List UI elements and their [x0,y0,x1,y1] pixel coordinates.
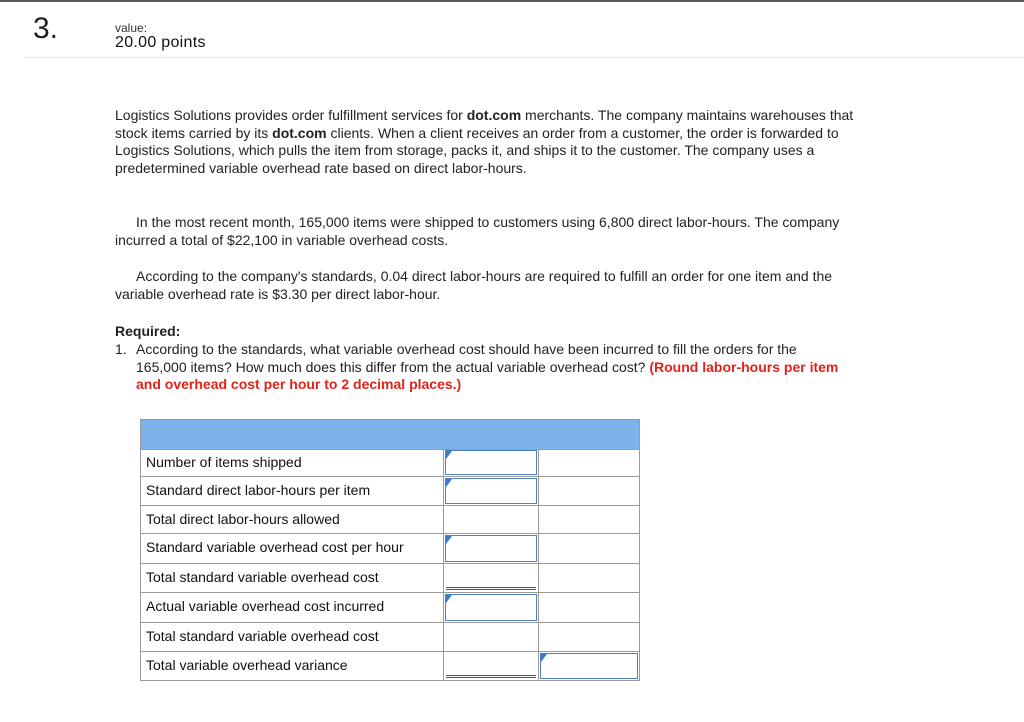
actual-overhead-input[interactable] [445,594,537,621]
intro-text-2: merchants. The company maintains warehouses that stock items carried by its [115,107,854,141]
overhead-cost-per-hour-input[interactable] [445,535,537,562]
intro-text-3: clients. When a client receives an order from a customer, the order is forwarded to Logistics Solutions, which pulls the item from storage, packs it, and ships it to the customer. The company uses a predetermined variable overhead rate based on direct labor-hours. [115,124,839,176]
question-number: 3. [33,12,59,45]
total-underline [446,675,536,678]
overhead-variance-input[interactable] [540,653,638,679]
table-row [141,449,639,477]
input-marker-icon [446,595,452,603]
row-label: Standard direct labor-hours per item [141,477,444,505]
month-data-paragraph [115,214,855,249]
table-row [141,593,639,623]
required-heading: Required: [115,323,181,339]
header-separator [25,57,1024,58]
points-value: 20.00 points [115,34,206,51]
row-label: Standard variable overhead cost per hour [141,534,444,563]
intro-bold-1: dot.com [466,107,522,123]
month-data-text: In the most recent month, 165,000 items were shipped to customers using 6,800 direct labor-hours. The company incurred a total of $22,100 in variable overhead costs. [115,214,840,248]
row-label: Total standard variable overhead cost [141,564,444,592]
standards-paragraph [115,268,855,303]
required-item-1 [115,341,850,394]
labor-hours-per-item-input[interactable] [445,478,537,504]
intro-text-1: Logistics Solutions provides order fulfillment services for [115,107,467,123]
table-row [141,534,639,564]
top-divider [0,0,1024,2]
standards-text: According to the company's standards, 0.04 direct labor-hours are required to fulfill an order for one item and the variable overhead rate is $3.30 per direct labor-hour. [115,268,833,302]
row-label: Number of items shipped [141,449,444,476]
row-label: Total standard variable overhead cost [141,623,444,651]
table-row [141,652,639,680]
table-row [141,623,639,652]
input-marker-icon [446,536,452,544]
table-row [141,477,639,506]
row-label: Actual variable overhead cost incurred [141,593,444,622]
required-item-number: 1. [115,341,127,357]
table-row [141,506,639,534]
input-marker-icon [446,479,452,487]
answer-table [140,419,640,681]
table-header [141,420,639,450]
row-label: Total direct labor-hours allowed [141,506,444,533]
total-underline [446,587,536,590]
input-marker-icon [541,654,547,662]
intro-bold-2: dot.com [272,124,327,141]
rounding-note: (Round labor-hours per item and overhead cost per hour to 2 decimal places.) [136,358,839,392]
input-marker-icon [446,451,452,459]
intro-paragraph [115,107,855,177]
table-row [141,564,639,593]
items-shipped-input[interactable] [445,450,537,475]
value-label: value: [115,21,148,35]
row-label: Total variable overhead variance [141,652,444,680]
required-item-text: According to the standards, what variable overhead cost should have been incurred to fill the orders for the 165,000 items? How much does this differ from the actual variable overhead cost? [136,341,797,375]
